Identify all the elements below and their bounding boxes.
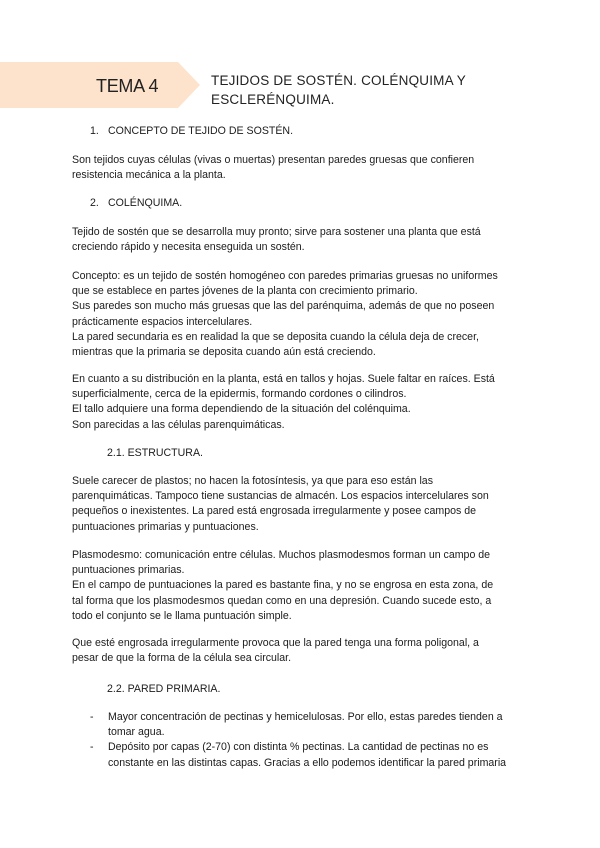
tema-banner — [0, 62, 200, 108]
text-line: mientras que la primaria se deposita cuando aún está creciendo. — [72, 346, 376, 359]
section-heading-colenquima — [90, 197, 182, 209]
tema-label: TEMA 4 — [96, 76, 159, 96]
text-line: pequeños o inexistentes. La pared está engrosada irregularmente y posee campos de — [72, 505, 477, 518]
text-line: Suele carecer de plastos; no hacen la fotosíntesis, ya que para eso están las — [72, 475, 433, 487]
section-title: COLÉNQUIMA. — [108, 197, 183, 209]
paragraph-forma-poligonal — [72, 636, 534, 666]
text-line: Plasmodesmo: comunicación entre células. Muchos plasmodesmos forman un campo de — [72, 549, 491, 561]
list-item — [90, 740, 530, 770]
bullet-list — [90, 710, 530, 771]
paragraph-estructura — [72, 474, 534, 535]
document-title — [211, 71, 511, 109]
text-line: tomar agua. — [108, 726, 165, 739]
section-number: 2. — [90, 197, 99, 209]
section-number: 1. — [90, 125, 99, 137]
paragraph-definition — [72, 153, 534, 183]
text-line: puntuaciones primarias y puntuaciones. — [72, 520, 259, 533]
text-line: todo el conjunto se le llama puntuación simple. — [72, 609, 292, 622]
text-line: Depósito por capas (2-70) con distinta % pectinas. La cantidad de pectinas no es — [108, 741, 489, 754]
text-line: En el campo de puntuaciones la pared es bastante fina, y no se engrosa en esta zona, de — [72, 579, 494, 592]
title-line: ESCLERÉNQUIMA. — [211, 92, 335, 107]
text-line: La pared secundaria es en realidad la que se deposita cuando la célula deja de crecer, — [72, 330, 479, 343]
subsection-heading-estructura: 2.1. ESTRUCTURA. — [107, 447, 203, 459]
text-line: creciendo rápido y necesita enseguida un sostén. — [72, 241, 305, 254]
text-line: En cuanto a su distribución en la planta, está en tallos y hojas. Suele faltar en raíces. Está — [72, 373, 495, 385]
text-line: Son tejidos cuyas células (vivas o muertas) presentan paredes gruesas que confieren — [72, 154, 475, 166]
text-line: constante en las distintas capas. Gracias a ello podemos identificar la pared primaria — [108, 756, 507, 769]
text-line: Tejido de sostén que se desarrolla muy pronto; sirve para sostener una planta que está — [72, 226, 481, 238]
text-line: Mayor concentración de pectinas y hemicelulosas. Por ello, estas paredes tienden a — [108, 711, 503, 723]
bullet-dash: - — [90, 741, 94, 754]
text-line: pesar de que la forma de la célula sea circular. — [72, 652, 292, 665]
text-line: Que esté engrosada irregularmente provoca que la pared tenga una forma poligonal, a — [72, 637, 479, 649]
section-title: CONCEPTO DE TEJIDO DE SOSTÉN. — [108, 125, 294, 137]
text-line: que se establece en partes jóvenes de la planta con crecimiento primario. — [72, 285, 418, 298]
paragraph-colenquima-intro — [72, 225, 534, 255]
text-line: El tallo adquiere una forma dependiendo de la situación del colénquima. — [72, 403, 411, 416]
text-line: Sus paredes son mucho más gruesas que las del parénquima, además de que no poseen — [72, 300, 495, 313]
text-line: tal forma que los plasmodesmos quedan como en una depresión. Cuando sucede esto, a — [72, 594, 492, 607]
paragraph-plasmodesmo — [72, 548, 534, 624]
text-line: parenquimáticas. Tampoco tiene sustancias de almacén. Los espacios intercelulares son — [72, 490, 489, 503]
paragraph-distribucion — [72, 372, 534, 433]
text-line: Concepto: es un tejido de sostén homogéneo con paredes primarias gruesas no uniformes — [72, 270, 498, 282]
section-heading-concepto — [90, 125, 293, 137]
text-line: resistencia mecánica a la planta. — [72, 169, 226, 182]
subsection-heading-pared-primaria: 2.2. PARED PRIMARIA. — [107, 683, 221, 695]
list-item — [90, 710, 530, 740]
text-line: puntuaciones primarias. — [72, 564, 185, 577]
paragraph-concepto — [72, 269, 534, 360]
title-line: TEJIDOS DE SOSTÉN. COLÉNQUIMA Y — [211, 73, 467, 88]
text-line: Son parecidas a las células parenquimáticas. — [72, 418, 285, 431]
text-line: prácticamente espacios intercelulares. — [72, 315, 253, 328]
bullet-dash: - — [90, 711, 94, 723]
text-line: superficialmente, cerca de la epidermis, formando cordones o cilindros. — [72, 388, 407, 401]
